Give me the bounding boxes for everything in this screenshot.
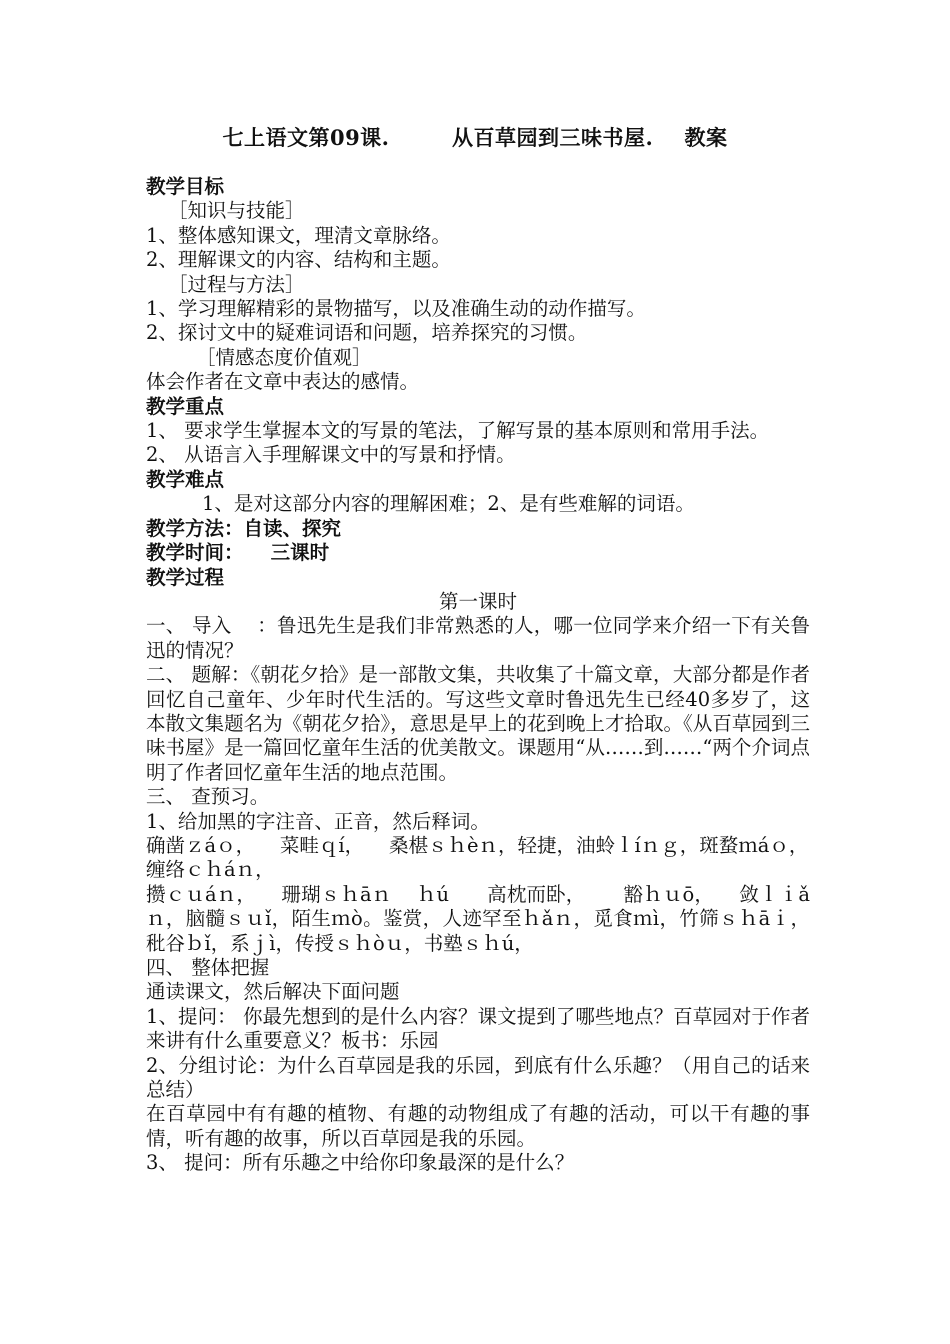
section-heading-key-points: 教学重点 <box>146 394 225 418</box>
text-line: 1、整体感知课文，理清文章脉络。 <box>146 223 451 247</box>
text-line: 体会作者在文章中表达的感情。 <box>146 370 420 394</box>
section-heading-process: 教学过程 <box>146 565 225 589</box>
text-paragraph: 二、 题解：《朝花夕拾》是一部散文集，共收集了十篇文章，大部分都是作者回忆自己童年、少年时代生活的。写这些文章时鲁迅先生已经40多岁了，这本散文集题名为《朝花夕拾》，意思是早上的花到晚上才拾取。《从百草园到三味书屋》是一篇回忆童年生活的优美散文。课题用“从……到……“两个介词点明了作者回忆童年生活的地点范围。 <box>146 663 810 784</box>
document-title: 七上语文第09课. 从百草园到三味书屋. 教案 <box>222 125 728 150</box>
text-line: 2、理解课文的内容、结构和主题。 <box>146 248 451 272</box>
lesson-heading: 第一课时 <box>438 589 517 613</box>
text-line: 1、学习理解精彩的景物描写，以及准确生动的动作描写。 <box>146 297 646 321</box>
text-line: 通读课文，然后解决下面问题 <box>146 980 400 1004</box>
text-line: 1、是对这部分内容的理解困难；2、是有些难解的词语。 <box>202 492 695 516</box>
text-line: 2、探讨文中的疑难词语和问题，培养探究的习惯。 <box>146 321 588 345</box>
text-paragraph: 确凿ｚáｏ， 菜畦ｑí， 桑椹ｓｈèｎ，轻捷，油蛉ｌíｎｇ，斑蝥ｍáｏ， 缠络ｃｈáｎ， <box>146 833 834 882</box>
section-heading-method: 教学方法：自读、探究 <box>146 516 342 540</box>
text-line: 三、 查预习。 <box>146 785 270 809</box>
section-heading-difficulties: 教学难点 <box>146 467 225 491</box>
text-paragraph: 一、 导入 ：鲁迅先生是我们非常熟悉的人，哪一位同学来介绍一下有关鲁迅的情况？ <box>146 614 810 662</box>
subheading-process: ［过程与方法］ <box>168 272 305 296</box>
document-body <box>146 175 834 1176</box>
text-line: 1、 要求学生掌握本文的写景的笔法，了解写景的基本原则和常用手法。 <box>146 419 770 443</box>
text-line: 3、 提问：所有乐趣之中给你印象最深的是什么？ <box>146 1151 575 1175</box>
text-line: 2、 从语言入手理解课文中的写景和抒情。 <box>146 443 516 467</box>
text-paragraph: 2、分组讨论：为什么百草园是我的乐园，到底有什么乐趣？（用自己的话来总结） <box>146 1053 810 1102</box>
text-line: 1、给加黑的字注音、正音，然后释词。 <box>146 809 490 833</box>
text-line: 四、 整体把握 <box>146 956 270 979</box>
text-paragraph: 在百草园中有有趣的植物、有趣的动物组成了有趣的活动，可以干有趣的事情，听有趣的故事，所以百草园是我的乐园。 <box>146 1102 810 1150</box>
section-heading-objectives: 教学目标 <box>146 175 225 198</box>
text-paragraph: 1、提问： 你最先想到的是什么内容？课文提到了哪些地点？百草园对于作者来讲有什么重要意义？板书：乐园 <box>146 1004 810 1053</box>
subheading-knowledge: ［知识与技能］ <box>168 199 305 223</box>
text-paragraph: 攒ｃｕáｎ， 珊瑚ｓｈāｎ ｈú 高枕而卧， 豁ｈｕō， 敛ｌｉǎｎ，脑髓ｓｕǐ，陌生ｍò。鉴赏，人迹罕至ｈǎｎ，觅食ｍì，竹筛ｓｈāｉ，秕谷ｂǐ，系ｊì，传授ｓｈòｕ，书塾ｓｈú， <box>146 882 810 955</box>
section-heading-time: 教学时间： 三课时 <box>146 541 330 565</box>
subheading-values: ［情感态度价值观］ <box>196 345 372 369</box>
